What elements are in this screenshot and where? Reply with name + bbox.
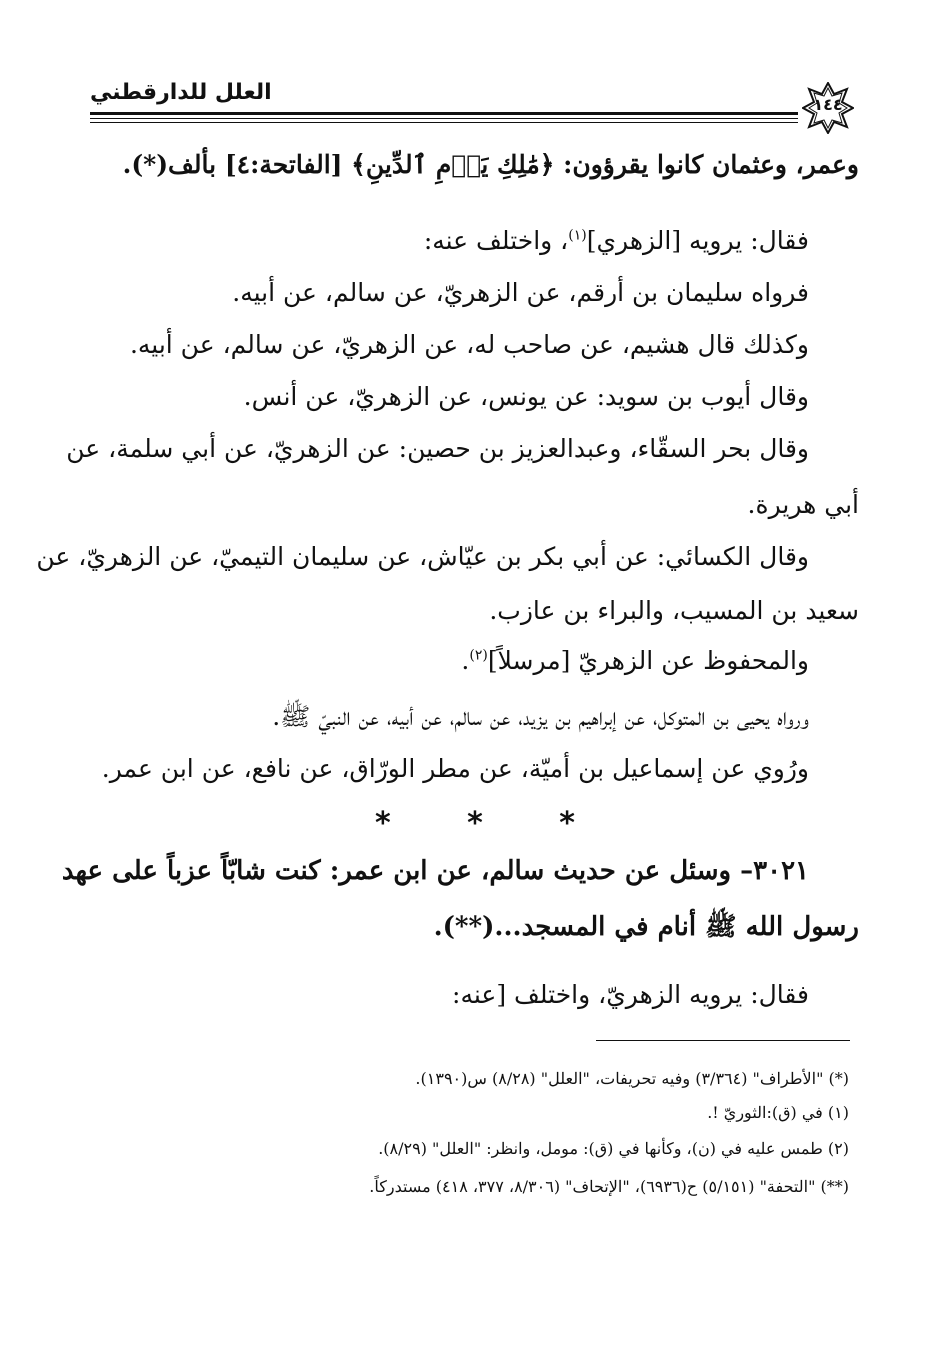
text-line [424, 224, 809, 258]
text-line [461, 644, 809, 678]
footnote: (**) "التحفة" (٥/١٥١) ح(٦٩٣٦)، "الإتحاف" (٨/٣٠٦، ٣٧٧، ٤١٨) مستدركاً. [369, 1177, 849, 1196]
text-line: سعيد بن المسيب، والبراء بن عازب. [489, 596, 859, 625]
footnote-separator [596, 1040, 850, 1041]
text-segment: ، واختلف عنه: [423, 226, 569, 255]
text-line: ورواه يحيى بن المتوكل، عن إبراهيم بن يزيد، عن سالم، عن أبيه، عن النبيّ ﷺ. [272, 702, 809, 731]
text-line: فرواه سليمان بن أرقم، عن الزهريّ، عن سالم، عن أبيه. [232, 278, 809, 307]
hadith-heading: ٣٠٢١– وسئل عن حديث سالم، عن ابن عمر: كنت شابّاً عزباً على عهد [61, 856, 809, 886]
text-line: أبي هريرة. [747, 490, 859, 519]
footnote: (١) في (ق):الثوريّ !. [707, 1103, 849, 1122]
footnote-ref: (٢) [469, 647, 488, 664]
page-header [80, 70, 860, 130]
asterisk: * [559, 806, 575, 841]
book-title: العلل للدارقطني [90, 80, 272, 105]
footnote: (*) "الأطراف" (٣/٣٦٤) وفيه تحريفات، "العلل" (٨/٢٨) س(١٣٩٠). [415, 1069, 849, 1088]
text-line: وقال الكسائي: عن أبي بكر بن عيّاش، عن سليمان التيميّ، عن الزهريّ، عن [36, 542, 809, 571]
footnote-ref: (١) [568, 227, 587, 244]
text-line: وكذلك قال هشيم، عن صاحب له، عن الزهريّ، عن سالم، عن أبيه. [129, 330, 809, 359]
text-segment: . [461, 646, 470, 675]
text-line: وقال أيوب بن سويد: عن يونس، عن الزهريّ، عن أنس. [243, 382, 809, 411]
text-line: وعمر، وعثمان كانوا يقرؤون: ﴿مَٰلِكِ يَوۡمِ ٱلدِّينِ﴾ [الفاتحة:٤] بألف(*). [122, 150, 859, 179]
asterisk: * [375, 806, 391, 841]
text-segment: والمحفوظ عن الزهريّ [مرسلاً] [487, 646, 809, 675]
header-rule [90, 112, 798, 115]
text-line: وقال بحر السقّاء، وعبدالعزيز بن حصين: عن الزهريّ، عن أبي سلمة، عن [66, 434, 809, 463]
header-rule [90, 122, 798, 123]
text-segment: فقال: يرويه [الزهري] [586, 226, 809, 255]
footnote: (٢) طمس عليه في (ن)، وكأنها في (ق): مومل، وانظر: "العلل" (٨/٢٩). [378, 1139, 849, 1158]
header-rule [90, 118, 798, 119]
page-number-badge [802, 82, 854, 134]
text-line: ورُوي عن إسماعيل بن أميّة، عن مطر الورّاق، عن نافع، عن ابن عمر. [101, 754, 809, 783]
page-number: ١٤٤ [813, 95, 843, 114]
hadith-heading: رسول الله ﷺ أنام في المسجد...(**). [433, 912, 859, 942]
asterisk: * [467, 806, 483, 841]
section-divider [375, 806, 575, 841]
text-line: فقال: يرويه الزهريّ، واختلف [عنه: [452, 980, 809, 1009]
